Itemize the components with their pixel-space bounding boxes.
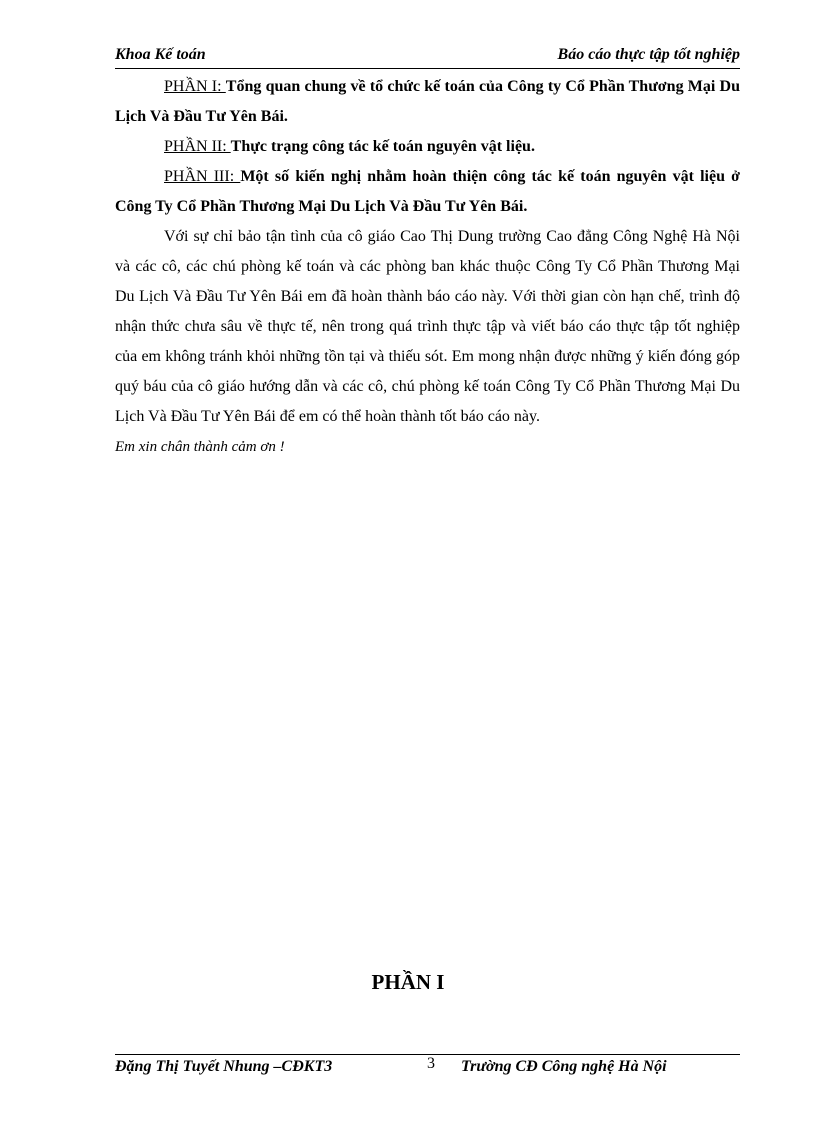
- page-number: 3: [427, 1055, 435, 1072]
- closing-thanks: Em xin chân thành cảm ơn !: [115, 439, 285, 455]
- part-3-label: PHẦN III:: [164, 168, 241, 185]
- footer-school: Trường CĐ Công nghệ Hà Nội: [461, 1058, 667, 1075]
- header-report-title: Báo cáo thực tập tốt nghiệp: [557, 46, 740, 63]
- footer-author: Đặng Thị Tuyết Nhung –CĐKT3: [115, 1058, 333, 1075]
- part-3-text: Một số kiến nghị nhằm hoàn thiện công tác kế toán nguyên vật liệu ở Công Ty Cổ Phần Thương Mại Du Lịch Và Đầu Tư Yên Bái.: [115, 168, 740, 215]
- part-1-line: [115, 72, 740, 132]
- part-2-label: PHẦN II:: [164, 138, 231, 155]
- part-3-line: [115, 162, 740, 222]
- part-2-line: [115, 132, 740, 162]
- part-1-label: PHẦN I:: [164, 78, 226, 95]
- document-body: [115, 72, 740, 462]
- header-department: Khoa Kế toán: [115, 46, 206, 63]
- section-title: PHẦN I: [371, 970, 445, 994]
- page-header: [115, 44, 740, 69]
- part-1-text: Tổng quan chung về tổ chức kế toán của Công ty Cổ Phần Thương Mại Du Lịch Và Đầu Tư Yên Bái.: [115, 78, 741, 125]
- part-2-text: Thực trạng công tác kế toán nguyên vật liệu.: [230, 138, 535, 155]
- acknowledgement-paragraph: Với sự chỉ bảo tận tình của cô giáo Cao Thị Dung trường Cao đẳng Công Nghệ Hà Nội và các cô, các chú phòng kế toán và các phòng ban khác thuộc Công Ty Cổ Phần Thương Mại Du Lịch Và Đầu Tư Yên Bái em đã hoàn thành báo cáo này. Với thời gian còn hạn chế, trình độ nhận thức chưa sâu về thực tế, nên trong quá trình thực tập và viết báo cáo thực tập tốt nghiệp của em không tránh khỏi những tồn tại và thiếu sót. Em mong nhận được những ý kiến đóng góp quý báu của cô giáo hướng dẫn và các cô, chú phòng kế toán Công Ty Cổ Phần Thương Mại Du Lịch Và Đầu Tư Yên Bái để em có thể hoàn thành tốt báo cáo này.: [115, 228, 740, 425]
- page-footer: [115, 1054, 740, 1081]
